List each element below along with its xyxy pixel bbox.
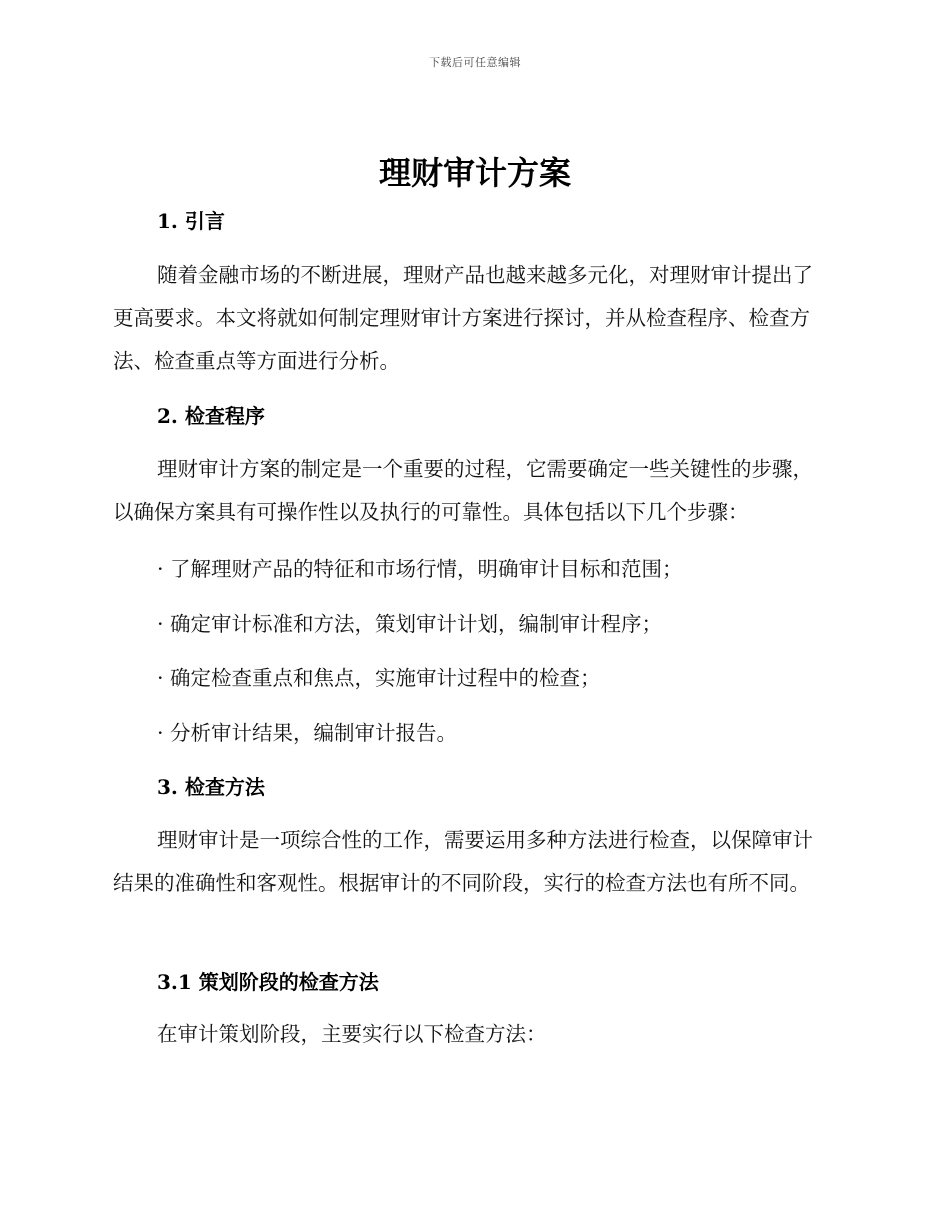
list-item: · 了解理财产品的特征和市场行情，明确审计目标和范围； (157, 557, 683, 581)
list-item: · 确定检查重点和焦点，实施审计过程中的检查； (157, 666, 601, 690)
section-heading-procedure: 2. 检查程序 (157, 404, 265, 428)
list-item: · 确定审计标准和方法，策划审计计划，编制审计程序； (157, 612, 663, 636)
paragraph-method: 理财审计是一项综合性的工作，需要运用多种方法进行检查，以保障审计结果的准确性和客观性。根据审计的不同阶段，实行的检查方法也有所不同。 (113, 828, 813, 895)
page-title: 理财审计方案 (378, 154, 571, 192)
section-heading-method: 3. 检查方法 (157, 775, 265, 799)
paragraph-intro: 随着金融市场的不断进展，理财产品也越来越多元化，对理财审计提出了更高要求。本文将就如何制定理财审计方案进行探讨，并从检查程序、检查方法、检查重点等方面进行分析。 (113, 263, 813, 373)
list-item: · 分析审计结果，编制审计报告。 (157, 721, 458, 745)
section-heading-planning: 3.1 策划阶段的检查方法 (157, 970, 379, 994)
paragraph-planning: 在审计策划阶段，主要实行以下检查方法： (157, 1022, 547, 1046)
paragraph-procedure: 理财审计方案的制定是一个重要的过程，它需要确定一些关键性的步骤，以确保方案具有可操作性以及执行的可靠性。具体包括以下几个步骤： (113, 457, 813, 524)
section-heading-intro: 1. 引言 (157, 209, 225, 233)
header-note: 下载后可任意编辑 (429, 56, 521, 69)
